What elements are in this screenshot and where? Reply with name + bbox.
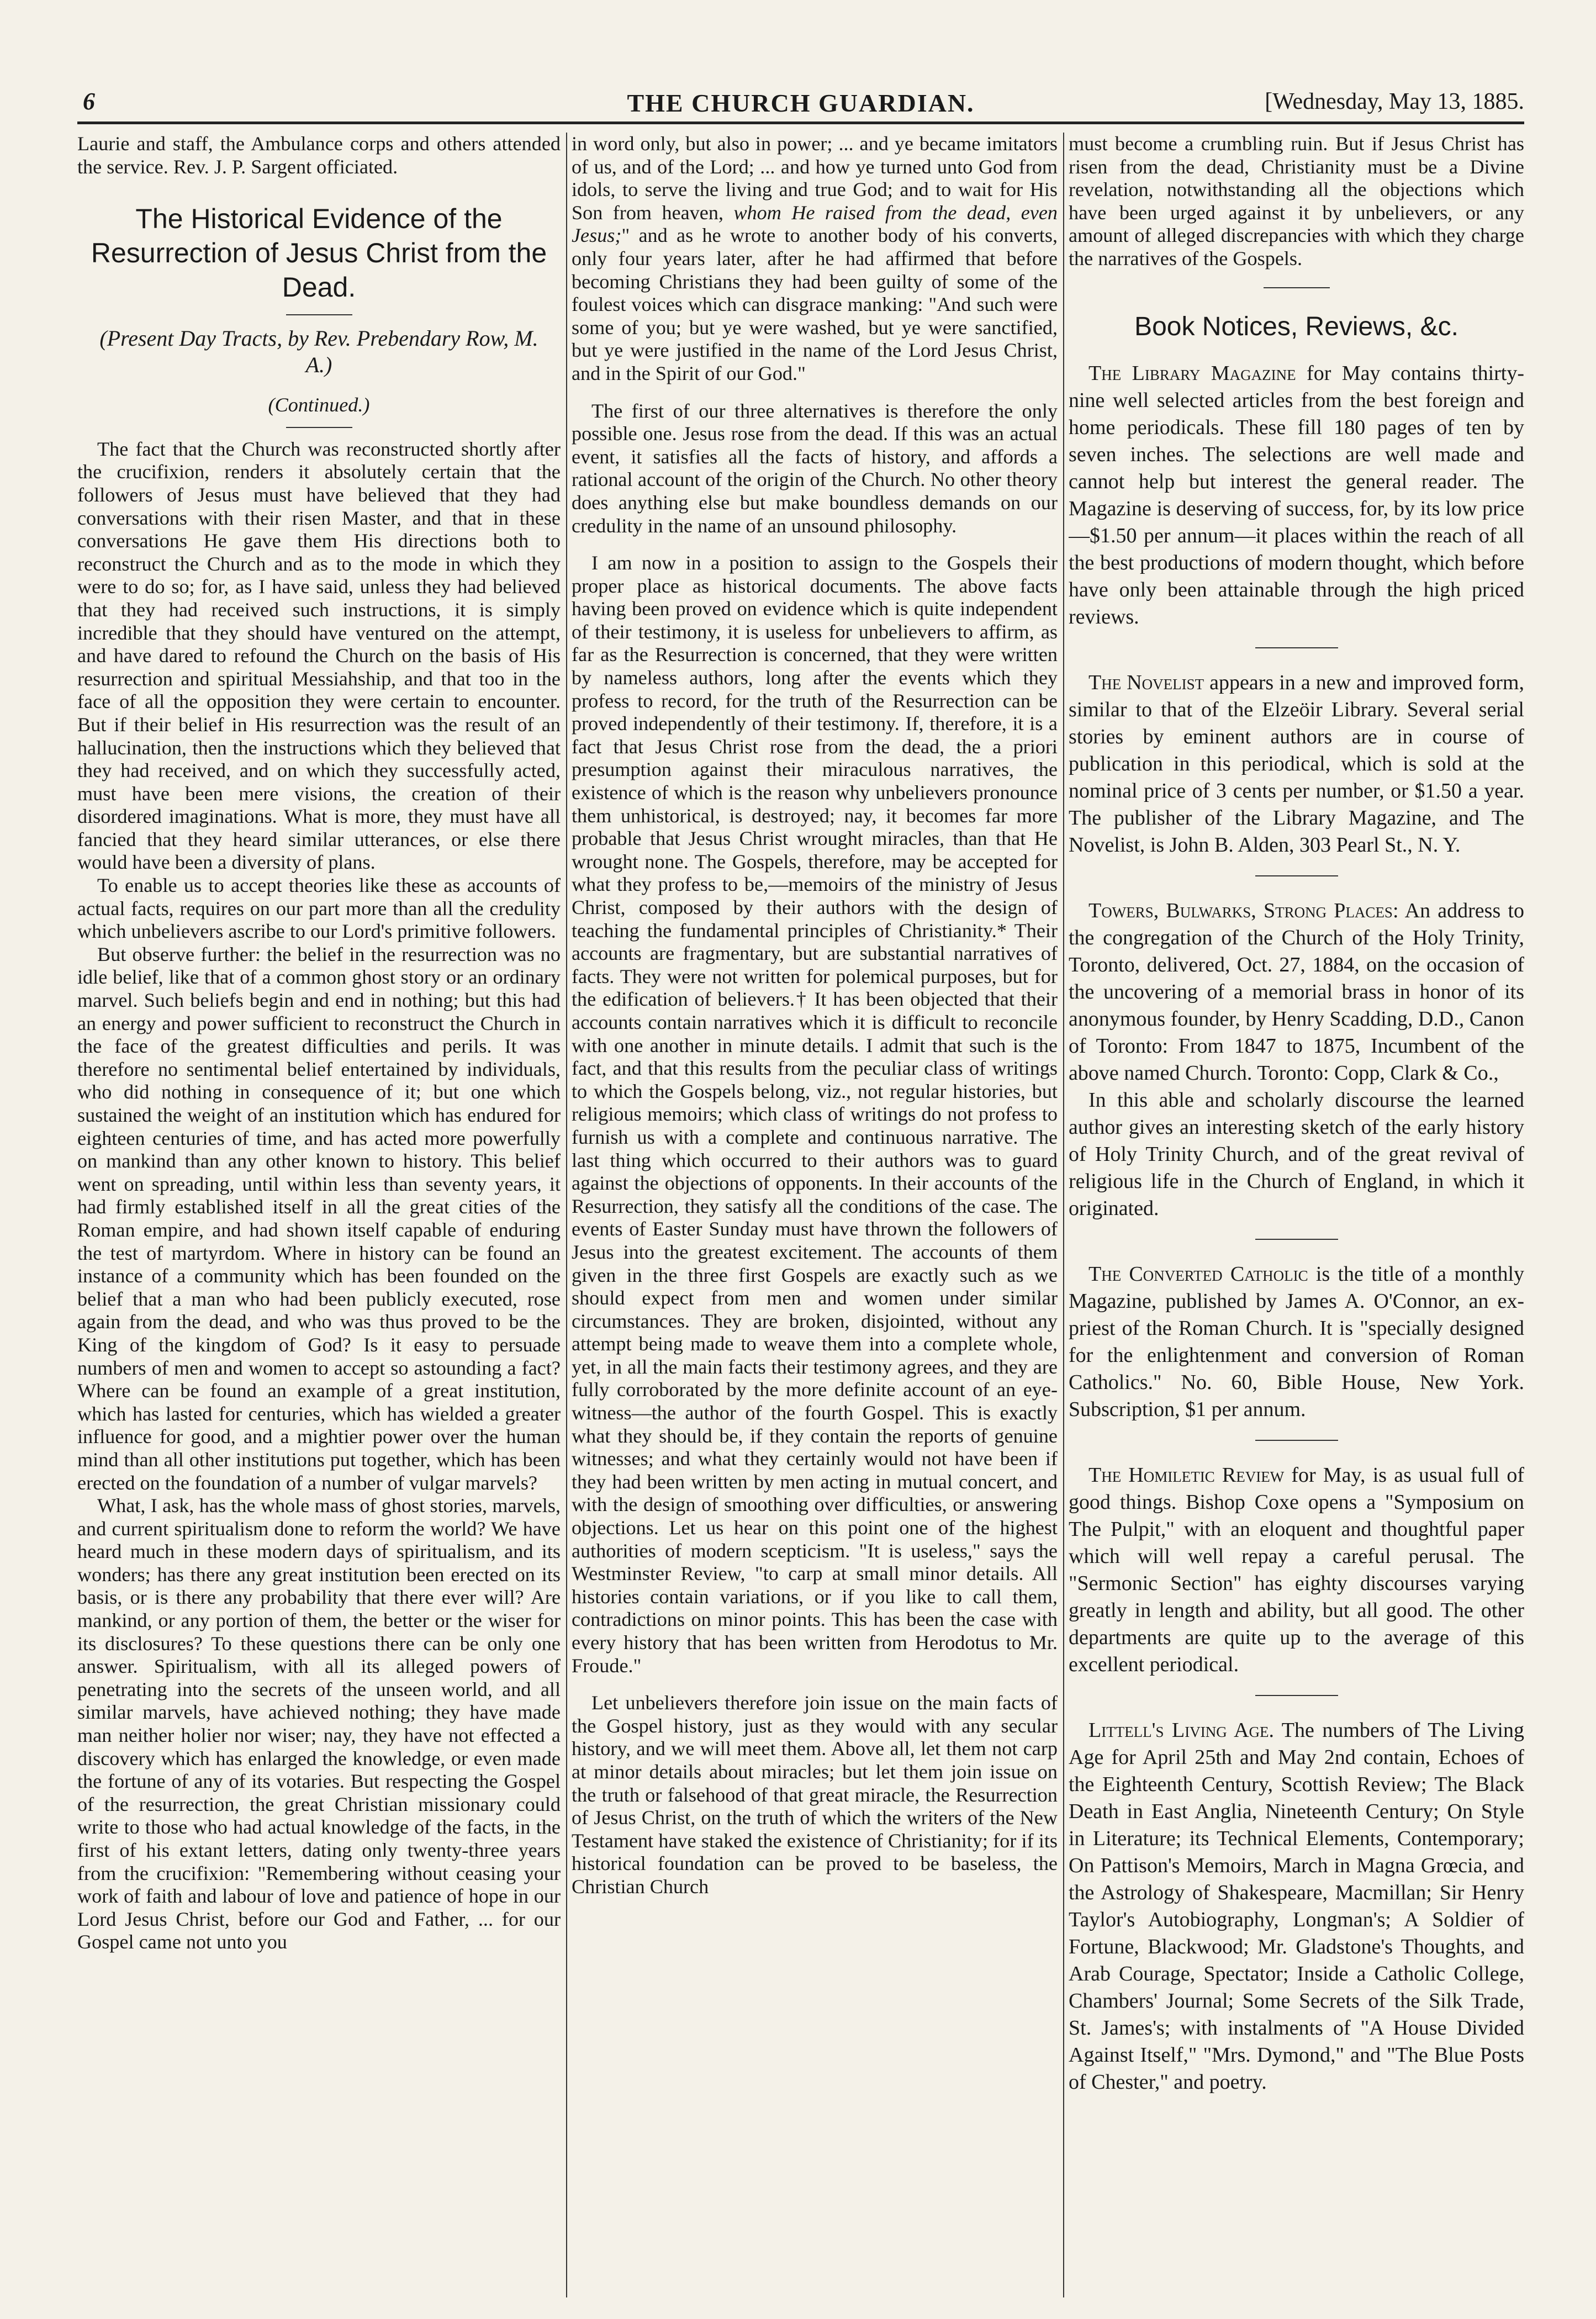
book-notice bbox=[1069, 897, 1524, 1222]
column-1 bbox=[77, 133, 561, 2297]
section-rule bbox=[1264, 287, 1330, 288]
notice-lead: The Converted Catholic bbox=[1088, 1262, 1308, 1286]
notice-lead: Towers, Bulwarks, Strong Places: bbox=[1088, 899, 1399, 922]
book-notice bbox=[1069, 360, 1524, 631]
book-notice bbox=[1069, 1462, 1524, 1678]
section-title: Book Notices, Reviews, &c. bbox=[1134, 311, 1458, 341]
title-rule bbox=[286, 314, 352, 315]
notice-body: An address to the congregation of the Church of the Holy Trinity, Toronto, delivered, Oct. 27, 1884, on the occasion of the uncovering of a memorial brass in honor of its anonymous founder, by Henry Scadding, D.D., Canon of Toronto: From 1847 to 1875, Incumbent of the above named Church. Toronto: Copp, Clark & Co., bbox=[1069, 899, 1524, 1085]
notice-rule bbox=[1255, 1440, 1338, 1441]
notice-lead: The Library Magazine bbox=[1088, 361, 1296, 385]
page-header bbox=[77, 83, 1524, 124]
notice-rule bbox=[1255, 1695, 1338, 1696]
notice-body: The numbers of The Living Age for April 25th and May 2nd contain, Echoes of the Eighteenth Century, Scottish Review; The Black Death in East Anglia, Nineteenth Century; On Style in Literature; its Technical Elements, Contemporary; On Pattison's Memoirs, March in Magna Grœcia, and the Astrology of Shakespeare, Macmillan; Sir Henry Taylor's Autobiography, Longman's; A Soldier of Fortune, Blackwood; Mr. Gladstone's Thoughts, and Arab Courage, Spectator; Inside a Catholic College, Chambers' Journal; Some Secrets of the Silk Trade, St. James's; with instalments of "A House Divided Against Itself," "Mrs. Dymond," and "The Blue Posts of Chester," and poetry. bbox=[1069, 1718, 1524, 2094]
column-2 bbox=[572, 133, 1058, 2297]
column-divider bbox=[566, 133, 567, 2297]
article-paragraph: The first of our three alternatives is therefore the only possible one. Jesus rose from the dead. If this was an actual event, it satisfies all the facts of history, and affords a rational account of the origin of the Church. No other theory does anything else but make boundless demands on our credulity in the name of an unsound philosophy. bbox=[572, 399, 1058, 537]
notice-body: appears in a new and improved form, similar to that of the Elzeöir Library. Several serial stories by eminent authors are in course of publication in this periodical, which is sold at the nominal price of 3 cents per number, or $1.50 a year. The publisher of the Library Magazine, and The Novelist, is John B. Alden, 303 Pearl St., N. Y. bbox=[1069, 670, 1524, 857]
opening-paragraph: Laurie and staff, the Ambulance corps and others attended the service. Rev. J. P. Sargent officiated. bbox=[77, 133, 561, 178]
notice-extra: In this able and scholarly discourse the learned author gives an interesting sketch of the early history of Holy Trinity Church, and of the great revival of religious life in the Church of England, in which it originated. bbox=[1069, 1088, 1524, 1220]
article-paragraph bbox=[572, 133, 1058, 385]
notice-body: for May, is as usual full of good things. Bishop Coxe opens a "Symposium on The Pulpit," with an eloquent and thoughtful paper which will well repay a careful perusal. The "Sermonic Section" has eighty discourses varying greatly in length and ability, but all good. The other departments are quite up to the average of this excellent periodical. bbox=[1069, 1463, 1524, 1676]
column-3 bbox=[1069, 133, 1524, 2297]
article-paragraph: To enable us to accept theories like these as accounts of actual facts, requires on our part more than all the credulity which unbelievers ascribe to our Lord's primitive followers. bbox=[77, 874, 561, 943]
book-notice bbox=[1069, 1717, 1524, 2096]
notice-body: for May contains thirty-nine well selected articles from the best foreign and home periodicals. These fill 180 pages of ten by seven inches. The selections are well made and cannot help but interest the general reader. The Magazine is deserving of success, for, by its low price—$1.50 per annum—it places within the reach of all the best productions of modern thought, which before have only been attainable through the high priced reviews. bbox=[1069, 361, 1524, 628]
article-paragraph: The fact that the Church was reconstructed shortly after the crucifixion, renders it absolutely certain that the followers of Jesus must have believed that they had conversations with their risen Master, and that in these conversations He gave them His directions both to reconstruct the Church and as to the mode in which they were to do so; for, as I have said, unless they had believed that they had received such instructions, it is simply incredible that they should have ventured on the attempt, and have dared to refound the Church on the basis of His resurrection and spiritual Messiahship, and that too in the face of all the opposition they were certain to encounter. But if their belief in His resurrection was the result of an hallucination, then the instructions which they believed that they had received, and on which they successfully acted, must have been mere visions, the creation of their disordered imaginations. What is more, they must have all fancied that they heard similar utterances, or else there would have been a diversity of plans. bbox=[77, 437, 561, 874]
notice-lead: Littell's Living Age. bbox=[1088, 1718, 1274, 1742]
notice-lead: The Homiletic Review bbox=[1088, 1463, 1285, 1487]
article-paragraph: I am now in a position to assign to the Gospels their proper place as historical documents. The above facts having been proved on evidence which is quite independent of their testimony, it is useless for unbelievers to affirm, as far as the Resurrection is concerned, that they were written by nameless authors, long after the events which they profess to record, for the truth of the Resurrection can be proved independently of their testimony. If, therefore, it is a fact that Jesus Christ rose from the dead, the a priori presumption against their miraculous narratives, the existence of which is the reason why unbelievers pronounce them unhistorical, is destroyed; nay, it becomes far more probable that Jesus Christ wrought miracles, than that He wrought none. The Gospels, therefore, may be accepted for what they profess to be,—memoirs of the ministry of Jesus Christ, composed by their authors with the design of teaching the fundamental principles of Christianity.* Their accounts are fragmentary, but are substantial narratives of facts. They were not written for polemical purposes, but for the edification of believers.† It has been objected that their accounts contain narratives which it is difficult to reconcile with one another in minute details. I admit that such is the fact, and that this results from the peculiar class of writings to which the Gospels belong, viz., not regular histories, but religious memoirs; which class of writings do not profess to furnish us with a complete and continuous narrative. The last thing which occurred to their authors was to guard against the objections of opponents. In their accounts of the Resurrection, they satisfy all the conditions of the case. The events of Easter Sunday must have thrown the followers of Jesus into the greatest excitement. The accounts of them given in the three first Gospels are exactly such as we should expect from men and women under similar circumstances. They are broken, disjointed, without any attempt being made to weave them into a complete whole, yet, in all the main facts their testimony agrees, and they are fully corroborated by the more definite account of an eye-witness—the author of the fourth Gospel. This is exactly what they should be, if they contain the reports of genuine witnesses; and what they certainly would not have been if they had been written by men acting in mutual concert, and with the design of smoothing over difficulties, or answering objections. Let us hear on this point one of the highest authorities of modern scepticism. "It is useless," says the Westminster Review, "to carp at small minor details. All histories contain variations, or if you like to call them, contradictions on minor points. This has been the case with every history that has been written from Herodotus to Mr. Froude." bbox=[572, 552, 1058, 1677]
notice-rule bbox=[1255, 875, 1338, 876]
article-paragraph: But observe further: the belief in the resurrection was no idle belief, like that of a common ghost story or an ordinary marvel. Such beliefs begin and end in nothing; but this had an energy and power sufficient to reconstruct the Church in the face of the greatest difficulties and perils. It was therefore no sentimental belief entertained by individuals, who did nothing in consequence of it; but one which sustained the weight of an institution which has endured for eighteen centuries of time, and has acted more powerfully on mankind than any other known to history. This belief went on spreading, until within less than seventy years, it had firmly established itself in all the great cities of the Roman empire, and had shown itself capable of enduring the test of martyrdom. Where in history can be found an instance of a community which has been founded on the belief that a man who had been publicly executed, rose again from the dead, and who was thus proved to be the King of the kingdom of God? Is it easy to persuade numbers of men and women to accept so astounding a fact? Where can be found an example of a great institution, which has lasted for centuries, which has wielded a greater influence for good, and a mightier power over the human mind than all other institutions put together, which has been erected on the foundation of a number of vulgar marvels? bbox=[77, 943, 561, 1494]
notice-rule bbox=[1255, 1239, 1338, 1240]
article-title: The Historical Evidence of the Resurrection of Jesus Christ from the Dead. bbox=[91, 203, 547, 303]
article-paragraph: Let unbelievers therefore join issue on the main facts of the Gospel history, just as they would with any secular history, and we will meet them. Above all, let them not carp at minor details about miracles; but let them join issue on the truth or falsehood of that great miracle, the Resurrection of Jesus Christ, on the truth of which the writers of the New Testament have staked the existence of Christianity; for if its historical foundation can be proved to be baseless, the Christian Church bbox=[572, 1692, 1058, 1898]
book-notice bbox=[1069, 1261, 1524, 1423]
article-byline: (Present Day Tracts, by Rev. Prebendary Row, M. A.) bbox=[99, 326, 538, 378]
column-divider bbox=[1063, 133, 1064, 2297]
continued-rule bbox=[286, 427, 352, 428]
notice-rule bbox=[1255, 647, 1338, 648]
continued-note: (Continued.) bbox=[268, 394, 370, 416]
article-paragraph: must become a crumbling ruin. But if Jesus Christ has risen from the dead, Christianity must be a Divine revelation, notwithstanding all the objections which have been urged against it by unbelievers, or any amount of alleged discrepancies with which they charge the narratives of the Gospels. bbox=[1069, 133, 1524, 270]
italic-quote: whom He raised from the dead, even Jesus; bbox=[572, 201, 1058, 247]
notice-lead: The Novelist bbox=[1088, 670, 1204, 694]
book-notice bbox=[1069, 669, 1524, 859]
text-run: in word only, but also in power; ... and ye became imitators of us, and of the Lord; ... and how ye turned unto God from idols, to serve the living and true God; and to wait for His Son from heaven, bbox=[572, 133, 1058, 224]
page-number: 6 bbox=[83, 88, 95, 115]
article-paragraph: What, I ask, has the whole mass of ghost stories, marvels, and current spiritualism done to reform the world? We have heard much in these modern days of spiritualism, and its wonders; has there any great institution been erected on its basis, or is there any probability that there ever will? Are mankind, or any portion of them, the better or the wiser for its disclosures? To these questions there can be only one answer. Spiritualism, with all its alleged powers of penetrating into the secrets of the unseen world, and all similar marvels, have achieved nothing; they have made man neither holier nor wiser; nay, they have not effected a discovery which has enlarged the knowledge, or even made the fortune of any of its votaries. But respecting the Gospel of the resurrection, the great Christian missionary could write to those who had actual knowledge of the facts, in the first of his extant letters, dating only twenty-three years from the crucifixion: "Remembering without ceasing your work of faith and labour of love and patience of hope in our Lord Jesus Christ, before our God and Father, ... for our Gospel came not unto you bbox=[77, 1494, 561, 1953]
issue-date: [Wednesday, May 13, 1885. bbox=[1265, 89, 1524, 114]
newspaper-title: THE CHURCH GUARDIAN. bbox=[627, 89, 975, 117]
text-run: " and as he wrote to another body of his converts, only four years later, after he had affirmed that before becoming Christians they had been guilty of some of the foulest voices which can disgrace manking: "And such were some of you; but ye were washed, but ye were sanctified, but ye were justified in the name of the Lord Jesus Christ, and in the Spirit of our God." bbox=[572, 224, 1058, 384]
notice-body: is the title of a monthly Magazine, published by James A. O'Connor, an ex-priest of the Roman Church. It is "specially designed for the enlightenment and conversion of Roman Catholics." No. 60, Bible House, New York. Subscription, $1 per annum. bbox=[1069, 1262, 1524, 1421]
